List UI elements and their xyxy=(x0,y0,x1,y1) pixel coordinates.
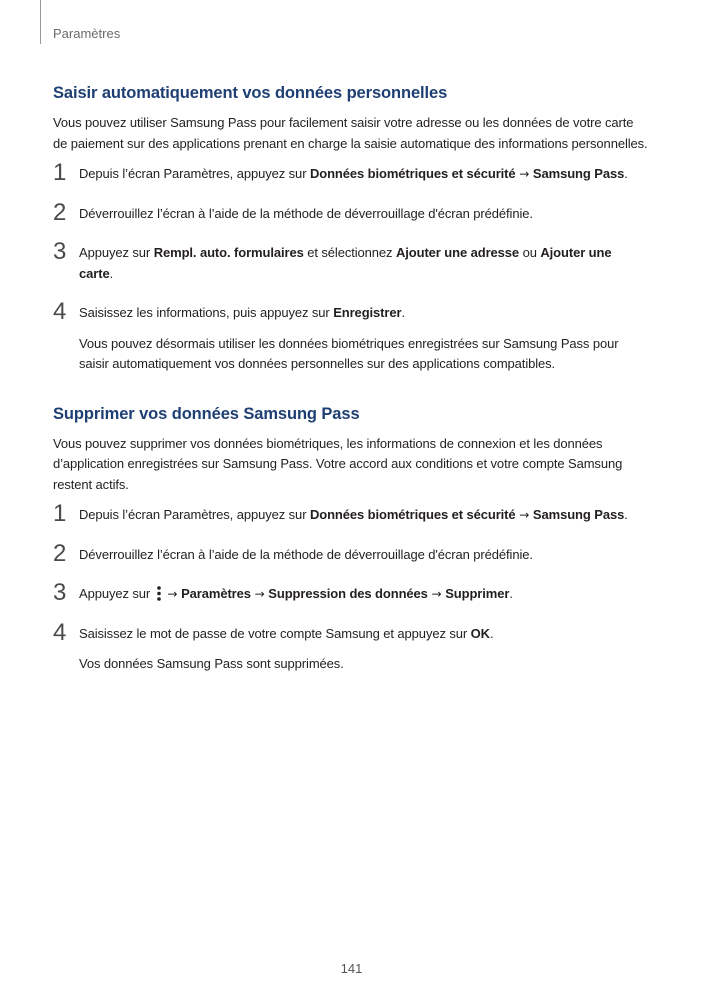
step-text: Appuyez sur xyxy=(79,586,154,601)
step-text: Appuyez sur xyxy=(79,245,154,260)
menu-path-item: Samsung Pass xyxy=(532,507,625,522)
step-text: . xyxy=(624,507,628,522)
margin-rule xyxy=(40,0,41,44)
step-4 xyxy=(53,618,648,675)
step-text: . xyxy=(109,265,114,281)
step-3 xyxy=(53,579,648,606)
menu-path-item: OK xyxy=(470,625,490,641)
step-3 xyxy=(53,238,648,284)
arrow: → xyxy=(515,167,533,181)
menu-path-item: Supprimer xyxy=(445,586,510,601)
section-title: Supprimer vos données Samsung Pass xyxy=(53,404,360,423)
step-text: . xyxy=(401,305,405,320)
step-text: . xyxy=(509,586,513,601)
section-intro: Vous pouvez supprimer vos données biométriques, les informations de connexion et les données d’application enregistrées sur Samsung Pass. Votre accord aux conditions et votre compte Samsung restent actifs. xyxy=(53,435,623,492)
section-intro: Vous pouvez utiliser Samsung Pass pour facilement saisir votre adresse ou les données de votre carte de paiement sur des applications prenant en charge la saisie automatique des informations personnelles. xyxy=(53,115,648,151)
step-number: 1 xyxy=(53,159,67,186)
step-note: Vos données Samsung Pass sont supprimées. xyxy=(79,656,344,671)
menu-path-item: Ajouter une carte xyxy=(79,245,612,281)
menu-path-item: Rempl. auto. formulaires xyxy=(153,245,304,260)
step-number: 2 xyxy=(53,198,67,226)
arrow: → xyxy=(515,508,533,522)
arrow: → xyxy=(163,587,182,601)
step-list xyxy=(53,500,648,675)
step-number: 4 xyxy=(53,618,67,646)
more-options-icon xyxy=(155,586,163,601)
menu-path-item: Paramètres xyxy=(181,586,251,601)
step-text: Déverrouillez l’écran à l’aide de la méthode de déverrouillage d'écran prédéfinie. xyxy=(79,205,533,221)
step-text: . xyxy=(624,166,628,181)
step-text: Depuis l’écran Paramètres, appuyez sur xyxy=(79,166,310,181)
step-text: . xyxy=(489,625,494,641)
step-list xyxy=(53,159,648,375)
menu-path-item: Données biométriques et sécurité xyxy=(309,507,516,522)
step-note: Vous pouvez désormais utiliser les données biométriques enregistrées sur Samsung Pass pour saisir automatiquement vos données personnelles sur des applications compatibles. xyxy=(79,335,619,371)
menu-path-item: Données biométriques et sécurité xyxy=(309,166,516,181)
step-number: 2 xyxy=(53,539,67,567)
section-autofill xyxy=(53,84,648,375)
step-text: Depuis l’écran Paramètres, appuyez sur xyxy=(79,507,310,522)
step-1 xyxy=(53,159,648,186)
arrow: → xyxy=(427,587,446,601)
step-text: Saisissez le mot de passe de votre compte Samsung et appuyez sur xyxy=(79,625,471,641)
menu-path-item: Suppression des données xyxy=(268,586,428,601)
step-1 xyxy=(53,500,648,527)
page-number: 141 xyxy=(340,961,363,976)
step-number: 3 xyxy=(53,579,67,606)
running-header: Paramètres xyxy=(53,26,121,41)
step-number: 3 xyxy=(53,238,67,265)
arrow: → xyxy=(250,587,269,601)
step-text: et sélectionnez xyxy=(303,245,396,260)
step-number: 1 xyxy=(53,500,67,527)
menu-path-item: Ajouter une adresse xyxy=(395,245,520,260)
section-delete-data xyxy=(53,405,648,675)
step-2 xyxy=(53,198,648,226)
menu-path-item: Samsung Pass xyxy=(532,166,625,181)
step-4 xyxy=(53,298,648,375)
section-title: Saisir automatiquement vos données personnelles xyxy=(53,84,448,102)
step-text: ou xyxy=(519,245,541,260)
step-2 xyxy=(53,539,648,567)
step-text: Déverrouillez l’écran à l’aide de la méthode de déverrouillage d'écran prédéfinie. xyxy=(79,546,533,562)
step-text: Saisissez les informations, puis appuyez sur xyxy=(79,305,334,320)
page-content xyxy=(53,84,648,675)
menu-path-item: Enregistrer xyxy=(333,305,402,320)
step-number: 4 xyxy=(53,298,67,325)
